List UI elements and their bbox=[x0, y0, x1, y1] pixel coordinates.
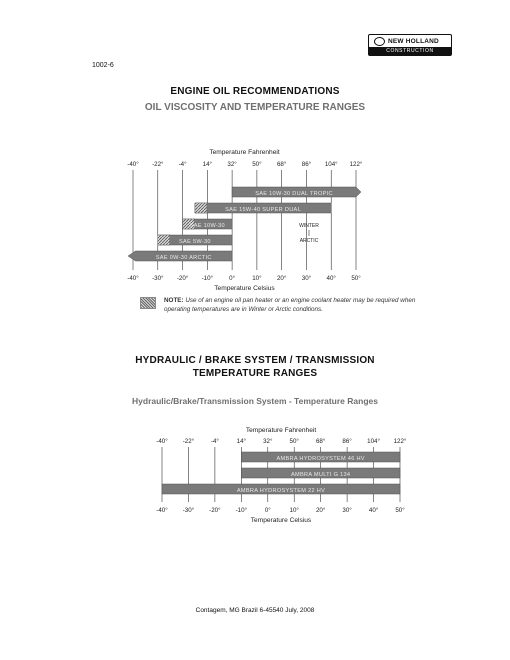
fahrenheit-tick: 122° bbox=[349, 161, 363, 168]
celsius-tick: -10° bbox=[201, 275, 214, 282]
oil-viscosity-chart bbox=[127, 149, 363, 292]
celsius-tick: -10° bbox=[235, 507, 248, 514]
hydraulic-temperature-chart bbox=[156, 427, 407, 524]
celsius-tick: 20° bbox=[276, 275, 287, 282]
celsius-axis-label: Temperature Celsius bbox=[214, 285, 275, 292]
fahrenheit-tick: 104° bbox=[324, 161, 338, 168]
celsius-tick: 40° bbox=[368, 507, 379, 514]
logo-division: CONSTRUCTION bbox=[369, 47, 451, 55]
celsius-tick: -20° bbox=[176, 275, 189, 282]
bar-label: SAE 0W-30 ARCTIC bbox=[155, 254, 212, 261]
bar-label: SAE 5W-30 bbox=[179, 238, 211, 245]
fahrenheit-tick: 86° bbox=[301, 161, 312, 168]
hydraulic-title-line2: TEMPERATURE RANGES bbox=[192, 368, 318, 379]
page-number: 1002-6 bbox=[92, 62, 114, 69]
logo-brand: NEW HOLLAND bbox=[388, 37, 439, 45]
fahrenheit-tick: 68° bbox=[276, 161, 287, 168]
fahrenheit-tick: 104° bbox=[367, 438, 380, 445]
fahrenheit-tick: -22° bbox=[152, 161, 164, 168]
celsius-tick: 0° bbox=[229, 275, 236, 282]
note-hatch-icon bbox=[140, 297, 156, 309]
fahrenheit-tick: -4° bbox=[178, 161, 187, 168]
celsius-tick: 50° bbox=[351, 275, 361, 282]
celsius-tick: 50° bbox=[395, 507, 405, 514]
fahrenheit-tick: -40° bbox=[156, 438, 168, 445]
fahrenheit-tick: 14° bbox=[202, 161, 213, 168]
hydraulic-title-line1: HYDRAULIC / BRAKE SYSTEM / TRANSMISSION bbox=[135, 355, 375, 366]
bar-label: AMBRA MULTI G 134 bbox=[290, 471, 351, 478]
celsius-tick: 10° bbox=[289, 507, 299, 514]
fahrenheit-tick: 68° bbox=[315, 438, 326, 445]
fahrenheit-tick: -22° bbox=[182, 438, 195, 445]
note-label: NOTE: bbox=[164, 297, 184, 304]
bar-label: SAE 10W-30 bbox=[189, 222, 225, 229]
footer-text: Contagem, MG Brazil 6-45540 July, 2008 bbox=[195, 607, 315, 614]
winter-annotation: WINTER bbox=[299, 223, 319, 229]
heater-hatch-mark bbox=[158, 235, 170, 245]
fahrenheit-tick: 86° bbox=[342, 438, 352, 445]
engine-oil-title: ENGINE OIL RECOMMENDATIONS bbox=[170, 86, 340, 97]
hydraulic-subtitle: Hydraulic/Brake/Transmission System - Temperature Ranges bbox=[132, 396, 378, 406]
arctic-annotation: ARCTIC bbox=[299, 238, 319, 244]
bar-label: SAE 15W-40 SUPER DUAL bbox=[225, 206, 302, 213]
celsius-axis-label: Temperature Celsius bbox=[250, 517, 312, 524]
fahrenheit-tick: 32° bbox=[227, 161, 237, 168]
fahrenheit-axis-label: Temperature Fahrenheit bbox=[209, 149, 280, 156]
fahrenheit-tick: 14° bbox=[236, 438, 247, 445]
celsius-tick: -40° bbox=[127, 275, 139, 282]
celsius-tick: -40° bbox=[156, 507, 168, 514]
bar-label: AMBRA HYDROSYSTEM 22 HV bbox=[236, 487, 326, 494]
celsius-tick: 40° bbox=[326, 275, 336, 282]
celsius-tick: 30° bbox=[342, 507, 352, 514]
note-block bbox=[140, 296, 440, 314]
celsius-tick: -30° bbox=[182, 507, 195, 514]
note-text: Use of an engine oil pan heater or an engine coolant heater may be required when operating temperatures are in Winter or Arctic conditions. bbox=[164, 297, 416, 313]
fahrenheit-axis-label: Temperature Fahrenheit bbox=[245, 427, 317, 434]
fahrenheit-tick: 122° bbox=[393, 438, 407, 445]
bar-label: AMBRA HYDROSYSTEM 46 HV bbox=[276, 455, 365, 462]
celsius-tick: 0° bbox=[264, 507, 271, 514]
fahrenheit-tick: 50° bbox=[289, 438, 299, 445]
celsius-tick: 20° bbox=[315, 507, 326, 514]
oil-viscosity-subtitle: OIL VISCOSITY AND TEMPERATURE RANGES bbox=[144, 102, 366, 113]
bar-label: SAE 10W-30 DUAL TROPIC bbox=[255, 190, 333, 197]
fahrenheit-tick: 50° bbox=[252, 161, 262, 168]
celsius-tick: 30° bbox=[301, 275, 312, 282]
heater-hatch-mark bbox=[195, 203, 207, 213]
celsius-tick: -30° bbox=[152, 275, 164, 282]
celsius-tick: 10° bbox=[252, 275, 262, 282]
fahrenheit-tick: -40° bbox=[127, 161, 139, 168]
celsius-tick: -20° bbox=[209, 507, 221, 514]
fahrenheit-tick: -4° bbox=[210, 438, 219, 445]
fahrenheit-tick: 32° bbox=[263, 438, 273, 445]
